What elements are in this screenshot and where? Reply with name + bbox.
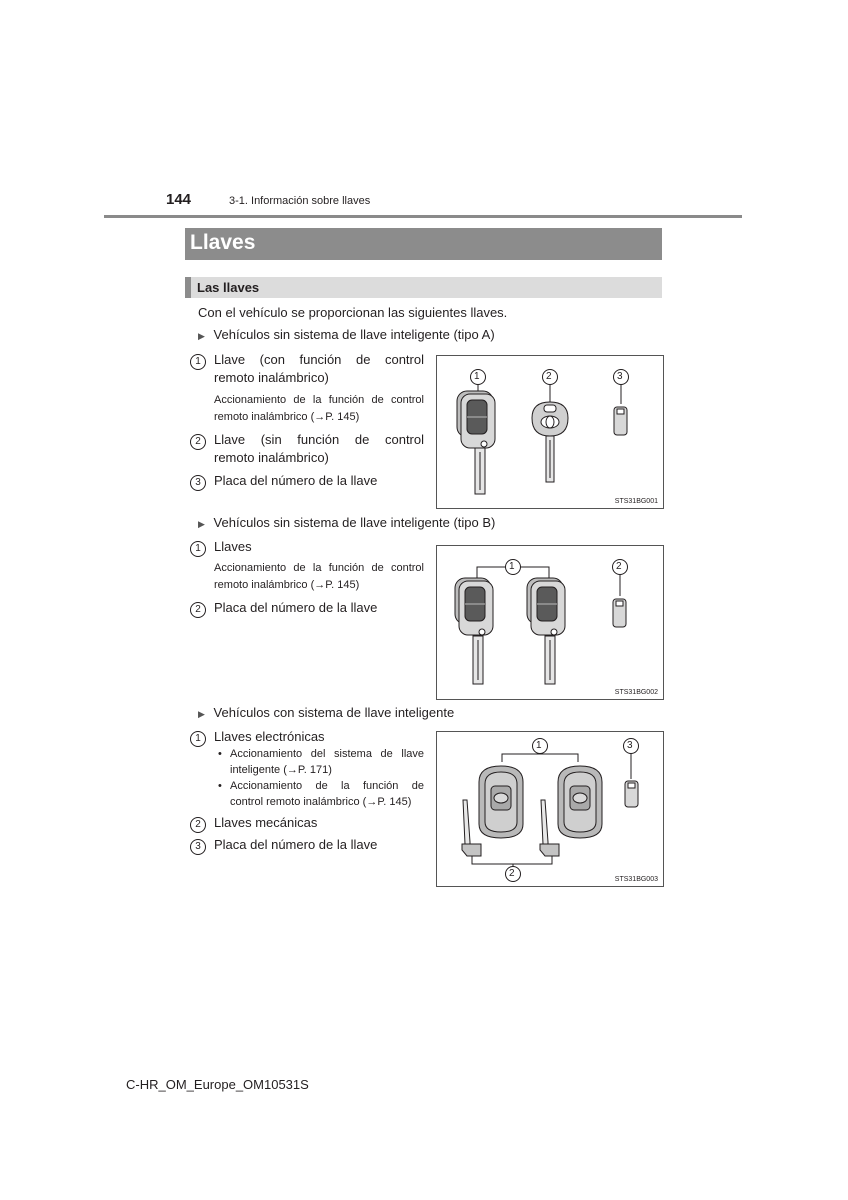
typeB-key-illustration — [436, 545, 664, 700]
typeA-item1-note-line2: remoto inalámbrico (→P. 145) — [214, 411, 360, 423]
typeA-callout-1: 1 — [474, 371, 480, 382]
typeA-callout-2: 2 — [546, 371, 552, 382]
smart-bullet1-line2: inteligente (→P. 171) — [230, 764, 332, 776]
smart-item3: Placa del número de la llave — [214, 837, 378, 852]
document-code-footer: C-HR_OM_Europe_OM10531S — [126, 1077, 309, 1092]
typeB-heading-text: Vehículos sin sistema de llave inteligente (tipo B) — [213, 515, 496, 530]
triangle-bullet-icon: ▶ — [198, 519, 205, 529]
typeA-item3: Placa del número de la llave — [214, 473, 378, 488]
smart-figure-code: STS31BG003 — [614, 876, 658, 883]
smart-callout-2: 2 — [509, 868, 515, 879]
typeA-item1-line1: Llave (con función de control — [214, 352, 424, 367]
typeA-item2-line1: Llave (sin función de control — [214, 432, 424, 447]
typeB-item1: Llaves — [214, 539, 252, 554]
subsection-title: Las llaves — [197, 280, 260, 295]
page-title: Llaves — [190, 231, 256, 254]
typeB-item2: Placa del número de la llave — [214, 600, 378, 615]
smart-key-illustration — [436, 731, 664, 887]
smart-bullet2-line1: Accionamiento de la función de — [230, 780, 424, 792]
bullet-dot: • — [218, 780, 222, 792]
bullet-dot: • — [218, 748, 222, 760]
smart-item2-number: 2 — [190, 814, 206, 833]
typeA-figure-code: STS31BG001 — [614, 498, 658, 505]
typeA-key-illustration — [436, 355, 664, 509]
page-title-bar — [185, 228, 662, 260]
typeB-item2-number: 2 — [190, 599, 206, 618]
smart-heading — [198, 704, 454, 723]
section-reference: 3-1. Información sobre llaves — [229, 195, 371, 207]
typeA-item2-number: 2 — [190, 431, 206, 450]
typeB-item1-note-line1: Accionamiento de la función de control — [214, 562, 424, 574]
typeA-heading — [198, 326, 495, 345]
smart-bullet1-line1: Accionamiento del sistema de llave — [230, 748, 424, 760]
smart-heading-text: Vehículos con sistema de llave inteligente — [213, 705, 455, 720]
typeA-callout-3: 3 — [617, 371, 623, 382]
typeA-item3-number: 3 — [190, 472, 206, 491]
intro-text: Con el vehículo se proporcionan las siguientes llaves. — [198, 305, 508, 320]
typeA-item1-number: 1 — [190, 351, 206, 370]
smart-bullet2-line2: control remoto inalámbrico (→P. 145) — [230, 796, 412, 808]
triangle-bullet-icon: ▶ — [198, 709, 205, 719]
typeA-item2-line2: remoto inalámbrico) — [214, 450, 329, 465]
typeB-callout-1: 1 — [509, 561, 515, 572]
page-number: 144 — [166, 191, 192, 208]
subsection-accent — [185, 277, 191, 298]
smart-callout-3: 3 — [627, 740, 633, 751]
typeB-item1-number: 1 — [190, 538, 206, 557]
typeA-item1-note-line1: Accionamiento de la función de control — [214, 394, 424, 406]
typeB-callout-2: 2 — [616, 561, 622, 572]
smart-item3-number: 3 — [190, 836, 206, 855]
smart-item2: Llaves mecánicas — [214, 815, 318, 830]
typeB-heading — [198, 514, 495, 533]
triangle-bullet-icon: ▶ — [198, 331, 205, 341]
smart-item1-number: 1 — [190, 728, 206, 747]
typeA-item1-line2: remoto inalámbrico) — [214, 370, 329, 385]
typeA-heading-text: Vehículos sin sistema de llave inteligente (tipo A) — [213, 327, 495, 342]
header-divider — [104, 215, 742, 218]
typeB-figure-code: STS31BG002 — [614, 689, 658, 696]
smart-callout-1: 1 — [536, 740, 542, 751]
subsection-bar — [185, 277, 662, 298]
typeB-item1-note-line2: remoto inalámbrico (→P. 145) — [214, 579, 360, 591]
smart-item1: Llaves electrónicas — [214, 729, 325, 744]
